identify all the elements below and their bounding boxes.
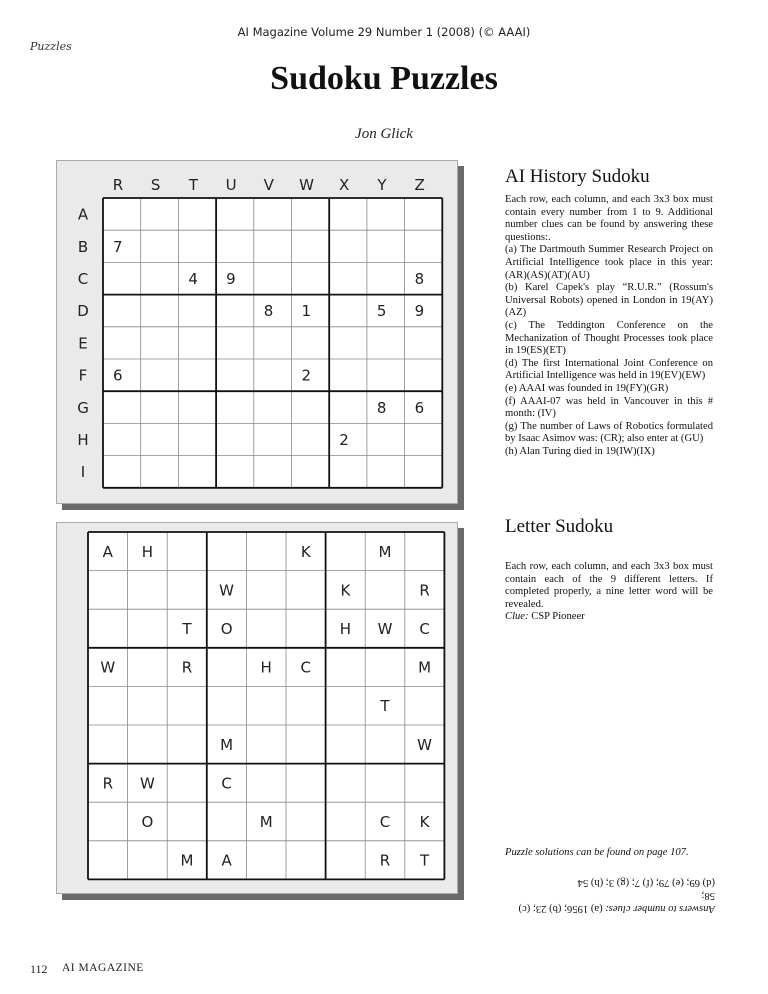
page-number: 112 xyxy=(30,962,48,976)
grid-cell[interactable]: T xyxy=(420,851,430,870)
grid-cell[interactable]: K xyxy=(340,581,351,600)
grid-cell[interactable]: W xyxy=(139,774,155,793)
history-paragraph: (d) The first International Joint Conference on Artificial Intelligence was held in 19(EV)(EW) xyxy=(505,357,713,382)
grid-cell[interactable]: 1 xyxy=(301,302,312,321)
grid-cell[interactable]: O xyxy=(141,813,154,831)
grid-cell[interactable]: K xyxy=(419,813,430,831)
grid-cell[interactable]: A xyxy=(102,542,113,561)
grid-cell[interactable]: C xyxy=(379,813,391,831)
history-heading: AI History Sudoku xyxy=(505,166,650,187)
row-label: H xyxy=(77,431,89,449)
row-label: I xyxy=(80,463,86,482)
journal-name: AI MAGAZINE xyxy=(62,962,144,974)
column-label: Y xyxy=(377,176,387,194)
history-paragraph: (a) The Dartmouth Summer Research Project on Artificial Intelligence took place in this year: (AR)(AS)(AT)(AU) xyxy=(505,244,713,281)
letter-instructions xyxy=(505,561,713,624)
history-paragraph: (e) AAAI was founded in 19(FY)(GR) xyxy=(505,382,669,394)
answers-label: Answers to number clues: xyxy=(605,903,715,914)
answers-values-1: (a) 1956; (b) 23; (c) 58; xyxy=(518,890,715,914)
grid-cell[interactable]: R xyxy=(419,581,430,600)
grid-cell[interactable]: M xyxy=(259,813,273,831)
answers-line-1 xyxy=(505,889,715,915)
grid-cell[interactable]: H xyxy=(260,658,272,677)
column-label: S xyxy=(150,176,161,194)
column-label: T xyxy=(188,176,198,194)
grid-cell[interactable]: 7 xyxy=(113,237,123,256)
history-paragraph: (b) Karel Capek's play “R.U.R.” (Rossum's Universal Robots) opened in London in 19(AY)(AZ) xyxy=(505,282,713,319)
page-title: Sudoku Puzzles xyxy=(270,60,498,97)
grid-cell[interactable]: 5 xyxy=(376,302,387,321)
row-label: G xyxy=(77,398,89,417)
column-label: R xyxy=(112,176,124,194)
grid-cell[interactable]: 6 xyxy=(113,366,123,385)
clue-label: Clue: xyxy=(505,611,529,623)
column-label: U xyxy=(225,176,237,194)
answers-line-2: (d) 69; (e) 79; (f) 7; (g) 3; (h) 54 xyxy=(577,877,715,888)
grid-cell[interactable]: 4 xyxy=(188,270,198,288)
grid-cell[interactable]: M xyxy=(220,735,234,754)
column-label: W xyxy=(299,176,314,194)
grid-cell[interactable]: W xyxy=(100,658,116,677)
grid-cell[interactable]: C xyxy=(419,620,430,638)
grid-cell[interactable]: M xyxy=(418,658,432,677)
grid-cell[interactable]: 2 xyxy=(339,431,349,449)
grid-cell[interactable]: C xyxy=(221,774,232,793)
letter-heading: Letter Sudoku xyxy=(505,516,614,537)
running-head: AI Magazine Volume 29 Number 1 (2008) (© AAAI) xyxy=(237,25,531,39)
history-sudoku-grid xyxy=(56,160,458,504)
answers-upside-down xyxy=(505,876,715,915)
letter-sudoku-grid xyxy=(56,522,458,894)
row-label: C xyxy=(77,270,89,288)
solutions-note: Puzzle solutions can be found on page 107. xyxy=(505,847,689,858)
row-label: D xyxy=(77,302,89,321)
column-label: X xyxy=(339,176,350,194)
grid-cell[interactable]: W xyxy=(377,620,393,638)
letter-body: Each row, each column, and each 3x3 box must contain each of the 9 different letters. If completed properly, a nine letter word will be revealed. xyxy=(505,561,713,610)
grid-cell[interactable]: A xyxy=(221,851,232,870)
clue-value: CSP Pioneer xyxy=(531,611,585,623)
history-instructions xyxy=(505,194,713,458)
history-paragraph: (c) The Teddington Conference on the Mechanization of Thought Processes took place in 19(ES)(ET) xyxy=(505,319,713,357)
grid-cell[interactable]: H xyxy=(141,542,154,561)
history-paragraph: Each row, each column, and each 3x3 box must contain every number from 1 to 9. Additional number clues can be found by answering these questions:. xyxy=(505,194,713,243)
grid-cell[interactable]: 6 xyxy=(414,398,425,417)
grid-cell[interactable]: O xyxy=(220,620,233,638)
row-label: F xyxy=(78,366,88,385)
grid-cell[interactable]: M xyxy=(180,851,194,870)
grid-cell[interactable]: 8 xyxy=(263,302,274,321)
grid-cell[interactable]: W xyxy=(219,581,235,600)
grid-cell[interactable]: C xyxy=(300,658,312,677)
row-label: A xyxy=(77,205,89,224)
grid-cell[interactable]: K xyxy=(300,542,311,561)
grid-background xyxy=(103,198,442,488)
history-paragraph: (h) Alan Turing died in 19(IW)(IX) xyxy=(505,445,655,457)
grid-cell[interactable]: R xyxy=(181,658,193,677)
row-label: E xyxy=(78,334,88,353)
history-paragraph: (f) AAAI-07 was held in Vancouver in this # month: (IV) xyxy=(505,395,713,420)
section-label: Puzzles xyxy=(30,40,72,53)
column-label: V xyxy=(263,176,274,194)
grid-cell[interactable]: 8 xyxy=(376,398,387,417)
grid-cell[interactable]: W xyxy=(417,735,433,754)
grid-cell[interactable]: 9 xyxy=(226,270,236,288)
grid-cell[interactable]: T xyxy=(182,620,192,638)
grid-cell[interactable]: R xyxy=(102,774,114,793)
grid-cell[interactable]: R xyxy=(379,851,391,870)
grid-cell[interactable]: 2 xyxy=(301,366,312,385)
grid-cell[interactable]: H xyxy=(339,620,352,638)
row-label: B xyxy=(77,237,89,256)
grid-cell[interactable]: M xyxy=(378,542,392,561)
author: Jon Glick xyxy=(355,126,413,142)
grid-cell[interactable]: T xyxy=(380,697,390,716)
column-label: Z xyxy=(414,176,425,194)
grid-cell[interactable]: 9 xyxy=(414,302,425,321)
history-paragraph: (g) The number of Laws of Robotics formulated by Isaac Asimov was: (CR); also enter at (GU) xyxy=(505,420,713,445)
grid-cell[interactable]: 8 xyxy=(414,270,425,288)
